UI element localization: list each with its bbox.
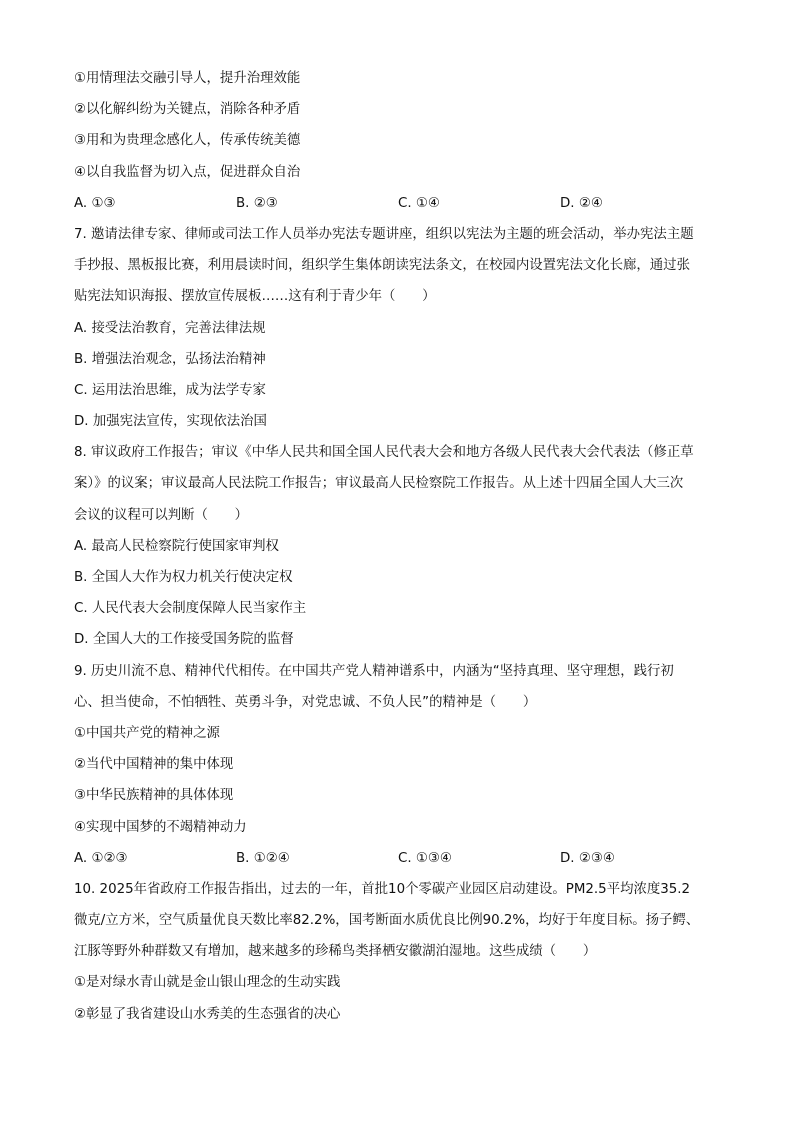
q6-option-d: D. ②④ xyxy=(560,195,603,211)
q9-item-2: ②当代中国精神的集中体现 xyxy=(74,757,234,773)
q10-item-1: ①是对绿水青山就是金山银山理念的生动实践 xyxy=(74,975,341,991)
q8-stem-line-3: 会议的议程可以判断（ ） xyxy=(74,507,249,523)
q10-stem-line-2: 微克/立方米，空气质量优良天数比率82.2%，国考断面水质优良比例90.2%，均好于年度目标。扬子鳄、 xyxy=(74,913,700,929)
q6-item-1: ①用情理法交融引导人，提升治理效能 xyxy=(74,71,301,86)
q9-option-b: B. ①②④ xyxy=(236,850,290,866)
q9-options xyxy=(74,843,734,874)
q9-stem-line-1: 9. 历史川流不息、精神代代相传。在中国共产党人精神谱系中，内涵为“坚持真理、坚守理想，践行初 xyxy=(74,663,674,679)
q8-option-c: C. 人民代表大会制度保障人民当家作主 xyxy=(74,601,307,617)
q9-item-3: ③中华民族精神的具体体现 xyxy=(74,788,234,804)
exam-page xyxy=(74,63,734,1030)
q9-stem-line-2: 心、担当使命，不怕牺牲、英勇斗争，对党忠诚、不负人民”的精神是（ ） xyxy=(74,694,537,710)
q7-option-b: B. 增强法治观念，弘扬法治精神 xyxy=(74,351,266,367)
q6-option-a: A. ①③ xyxy=(74,195,116,211)
q8-option-a: A. 最高人民检察院行使国家审判权 xyxy=(74,538,279,554)
q6-item-2: ②以化解纠纷为关键点，消除各种矛盾 xyxy=(74,102,301,118)
q6-options xyxy=(74,188,734,219)
q8-option-d: D. 全国人大的工作接受国务院的监督 xyxy=(74,632,294,648)
q6-option-b: B. ②③ xyxy=(236,195,278,211)
q6-option-c: C. ①④ xyxy=(398,195,440,211)
q7-option-d: D. 加强宪法宣传，实现依法治国 xyxy=(74,414,267,430)
q10-item-2: ②彰显了我省建设山水秀美的生态强省的决心 xyxy=(74,1006,341,1022)
q7-stem-line-2: 手抄报、黑板报比赛，利用晨读时间，组织学生集体朗读宪法条文，在校园内设置宪法文化长廊，通过张 xyxy=(74,258,690,274)
q7-option-c: C. 运用法治思维，成为法学专家 xyxy=(74,382,266,398)
q8-option-b: B. 全国人大作为权力机关行使决定权 xyxy=(74,570,293,585)
q7-stem-line-1: 7. 邀请法律专家、律师或司法工作人员举办宪法专题讲座，组织以宪法为主题的班会活动，举办宪法主题 xyxy=(74,226,694,242)
q9-option-c: C. ①③④ xyxy=(398,850,452,866)
q8-stem-line-1: 8. 审议政府工作报告；审议《中华人民共和国全国人民代表大会和地方各级人民代表大会代表法（修正草 xyxy=(74,445,694,461)
q9-option-d: D. ②③④ xyxy=(560,850,615,866)
q7-option-a: A. 接受法治教育，完善法律法规 xyxy=(74,320,266,336)
q9-item-1: ①中国共产党的精神之源 xyxy=(74,725,220,741)
q6-item-4: ④以自我监督为切入点，促进群众自治 xyxy=(74,164,301,180)
q9-option-a: A. ①②③ xyxy=(74,850,128,866)
q10-stem-line-1: 10. 2025年省政府工作报告指出，过去的一年，首批10个零碳产业园区启动建设。PM2.5平均浓度35.2 xyxy=(74,881,691,897)
q7-stem-line-3: 贴宪法知识海报、摆放宣传展板……这有利于青少年（ ） xyxy=(74,289,436,305)
q6-item-3: ③用和为贵理念感化人，传承传统美德 xyxy=(74,133,301,149)
q10-stem-line-3: 江豚等野外种群数又有增加，越来越多的珍稀鸟类择栖安徽湖泊湿地。这些成绩（ ） xyxy=(74,944,597,960)
q8-stem-line-2: 案）》的议案；审议最高人民法院工作报告；审议最高人民检察院工作报告。从上述十四届全国人大三次 xyxy=(74,476,684,492)
q9-item-4: ④实现中国梦的不竭精神动力 xyxy=(74,819,247,835)
